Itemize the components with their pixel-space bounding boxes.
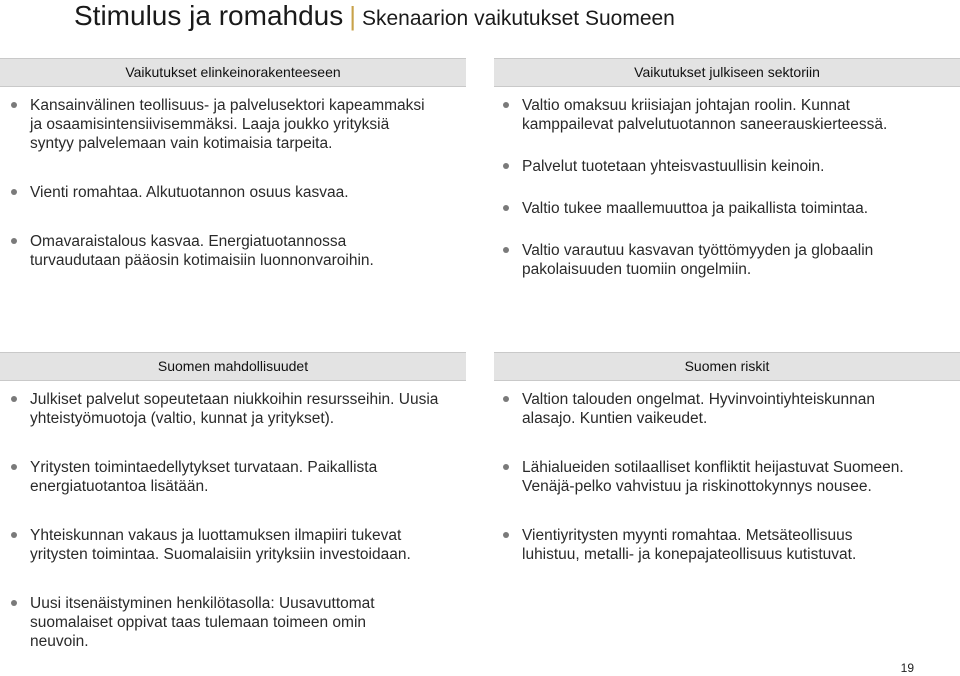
list-item bbox=[30, 526, 458, 564]
list-item bbox=[522, 157, 926, 176]
item-text: Omavaraistalous kasvaa. Energiatuotannossa turvaudutaan pääosin kotimaisiin luonnonvaroihin. bbox=[30, 233, 374, 269]
item-text: Julkiset palvelut sopeutetaan niukkoihin resursseihin. Uusia yhteistyömuotoja (valtio, kunnat ja yritykset). bbox=[30, 391, 439, 427]
title-separator: | bbox=[349, 1, 356, 31]
title-subtitle: Skenaarion vaikutukset Suomeen bbox=[362, 7, 675, 30]
list-item bbox=[522, 458, 950, 496]
list-item bbox=[30, 594, 458, 651]
list-item bbox=[522, 526, 950, 564]
bullet-icon bbox=[11, 189, 17, 195]
panel-header: Suomen mahdollisuudet bbox=[0, 352, 466, 381]
title-main: Stimulus ja romahdus bbox=[74, 0, 344, 31]
page-number: 19 bbox=[900, 661, 914, 675]
item-text: Kansainvälinen teollisuus- ja palvelusektori kapeammaksi ja osaamisintensiivisemmäksi. Laaja joukko yrityksiä syntyy palvelemaan vain kotimaisia tarpeita. bbox=[30, 97, 425, 152]
panel-header: Vaikutukset julkiseen sektoriin bbox=[494, 58, 960, 87]
item-text: Vientiyritysten myynti romahtaa. Metsäteollisuus luhistuu, metalli- ja konepajateollisuus kutistuvat. bbox=[522, 527, 857, 563]
item-text: Valtio omaksuu kriisiajan johtajan roolin. Kunnat kamppailevat palvelutuotannon saneerauskierteessä. bbox=[522, 97, 888, 133]
bullet-icon bbox=[503, 464, 509, 470]
item-text: Yritysten toimintaedellytykset turvataan. Paikallista energiatuotantoa lisätään. bbox=[30, 459, 378, 495]
list-item bbox=[30, 390, 458, 428]
bullet-icon bbox=[503, 163, 509, 169]
item-text: Lähialueiden sotilaalliset konfliktit heijastuvat Suomeen. Venäjä-pelko vahvistuu ja riskinottokynnys nousee. bbox=[522, 459, 904, 495]
item-text: Palvelut tuotetaan yhteisvastuullisin keinoin. bbox=[522, 158, 825, 175]
item-text: Uusi itsenäistyminen henkilötasolla: Uusavuttomat suomalaiset oppivat taas tulemaan toimeen omin neuvoin. bbox=[30, 595, 375, 650]
bullet-icon bbox=[503, 102, 509, 108]
bullet-icon bbox=[11, 532, 17, 538]
item-text: Vienti romahtaa. Alkutuotannon osuus kasvaa. bbox=[30, 184, 349, 201]
list-item bbox=[30, 458, 458, 496]
panel-elinkeinorakenne bbox=[0, 58, 466, 270]
bullet-icon bbox=[11, 238, 17, 244]
bullet-icon bbox=[503, 532, 509, 538]
item-text: Valtio varautuu kasvavan työttömyyden ja globaalin pakolaisuuden tuomiin ongelmiin. bbox=[522, 242, 874, 278]
page-title bbox=[74, 0, 675, 36]
list-item bbox=[522, 199, 926, 218]
list-item bbox=[30, 232, 426, 270]
bullet-icon bbox=[503, 247, 509, 253]
bullet-icon bbox=[11, 464, 17, 470]
item-text: Valtio tukee maallemuuttoa ja paikallista toimintaa. bbox=[522, 200, 869, 217]
item-text: Yhteiskunnan vakaus ja luottamuksen ilmapiiri tukevat yritysten toimintaa. Suomalaisiin yrityksiin investoidaan. bbox=[30, 527, 411, 563]
panel-mahdollisuudet bbox=[0, 352, 466, 651]
panel-riskit bbox=[494, 352, 960, 564]
list-item bbox=[522, 390, 950, 428]
list-item bbox=[522, 241, 926, 279]
list-item bbox=[522, 96, 926, 134]
panel-header: Suomen riskit bbox=[494, 352, 960, 381]
panel-header: Vaikutukset elinkeinorakenteeseen bbox=[0, 58, 466, 87]
bullet-icon bbox=[503, 205, 509, 211]
bullet-icon bbox=[11, 102, 17, 108]
panel-julkinen-sektori bbox=[494, 58, 960, 279]
bullet-icon bbox=[503, 396, 509, 402]
list-item bbox=[30, 96, 426, 153]
list-item bbox=[30, 183, 426, 202]
item-text: Valtion talouden ongelmat. Hyvinvointiyhteiskunnan alasajo. Kuntien vaikeudet. bbox=[522, 391, 875, 427]
bullet-icon bbox=[11, 600, 17, 606]
bullet-icon bbox=[11, 396, 17, 402]
